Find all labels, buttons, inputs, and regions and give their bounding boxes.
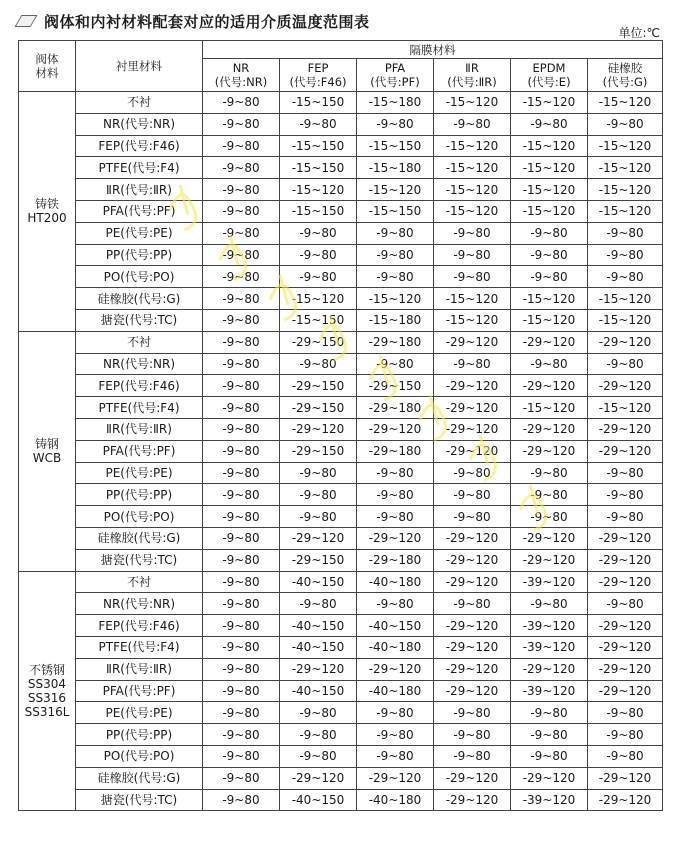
value-cell: -29~120 [280,527,357,549]
value-cell: -29~120 [588,549,663,571]
value-cell: -9~80 [357,506,434,528]
table-row [19,680,663,702]
value-cell: -15~120 [434,200,511,222]
value-cell: -9~80 [434,244,511,266]
value-cell: -15~180 [357,157,434,179]
value-cell: -15~150 [357,200,434,222]
header-body-material: 阀体 材料 [19,41,76,92]
value-cell: -9~80 [203,288,280,310]
value-cell: -9~80 [588,506,663,528]
value-cell: -9~80 [357,244,434,266]
value-cell: -15~120 [280,288,357,310]
value-cell: -15~150 [280,309,357,331]
table-row [19,288,663,310]
table-row [19,462,663,484]
table-row [19,484,663,506]
value-cell: -9~80 [434,506,511,528]
value-cell: -29~120 [434,375,511,397]
value-cell: -9~80 [203,636,280,658]
value-cell: -15~120 [511,200,588,222]
group-body-material: 不锈钢 SS304 SS316 SS316L [19,571,76,811]
value-cell: -9~80 [280,222,357,244]
value-cell: -29~120 [434,615,511,637]
value-cell: -40~180 [357,571,434,593]
value-cell: -29~120 [588,571,663,593]
lining-cell: PO(代号:PO) [76,745,203,767]
value-cell: -29~120 [357,527,434,549]
value-cell: -9~80 [203,484,280,506]
lining-cell: NR(代号:NR) [76,353,203,375]
value-cell: -29~120 [588,658,663,680]
value-cell: -9~80 [588,222,663,244]
value-cell: -9~80 [357,462,434,484]
value-cell: -9~80 [357,353,434,375]
lining-cell: PTFE(代号:F4) [76,397,203,419]
value-cell: -15~150 [280,200,357,222]
value-cell: -9~80 [511,724,588,746]
value-cell: -9~80 [203,135,280,157]
value-cell: -9~80 [588,745,663,767]
value-cell: -29~120 [588,331,663,353]
value-cell: -15~150 [280,92,357,114]
value-cell: -29~120 [511,418,588,440]
value-cell: -15~180 [357,309,434,331]
value-cell: -29~120 [280,767,357,789]
value-cell: -15~120 [511,157,588,179]
value-cell: -29~120 [588,418,663,440]
header-col-3: ⅡR (代号:ⅡR) [434,59,511,92]
value-cell: -39~120 [511,680,588,702]
value-cell: -29~120 [511,527,588,549]
value-cell: -15~120 [588,309,663,331]
value-cell: -9~80 [203,397,280,419]
value-cell: -9~80 [434,462,511,484]
value-cell: -9~80 [511,484,588,506]
value-cell: -15~180 [357,92,434,114]
value-cell: -9~80 [588,484,663,506]
table-row [19,309,663,331]
table-row [19,593,663,615]
table-row [19,266,663,288]
value-cell: -9~80 [511,113,588,135]
value-cell: -9~80 [203,506,280,528]
lining-cell: 硅橡胶(代号:G) [76,767,203,789]
value-cell: -9~80 [280,353,357,375]
value-cell: -29~120 [511,375,588,397]
header-col-5: 硅橡胶 (代号:G) [588,59,663,92]
value-cell: -29~120 [434,397,511,419]
value-cell: -9~80 [357,724,434,746]
value-cell: -9~80 [357,745,434,767]
table-row [19,506,663,528]
value-cell: -9~80 [511,506,588,528]
value-cell: -29~150 [280,440,357,462]
title-row [18,10,370,32]
value-cell: -9~80 [203,418,280,440]
value-cell: -9~80 [357,484,434,506]
lining-cell: 不衬 [76,92,203,114]
value-cell: -9~80 [203,92,280,114]
value-cell: -15~150 [280,135,357,157]
value-cell: -29~120 [588,767,663,789]
value-cell: -15~120 [511,135,588,157]
value-cell: -15~120 [434,92,511,114]
value-cell: -15~120 [588,200,663,222]
value-cell: -9~80 [203,462,280,484]
lining-cell: 不衬 [76,331,203,353]
table-row [19,527,663,549]
value-cell: -29~180 [357,440,434,462]
lining-cell: PFA(代号:PF) [76,680,203,702]
value-cell: -40~150 [357,615,434,637]
value-cell: -15~120 [588,157,663,179]
value-cell: -29~120 [280,658,357,680]
value-cell: -39~120 [511,615,588,637]
value-cell: -39~120 [511,636,588,658]
value-cell: -29~120 [357,418,434,440]
value-cell: -15~120 [511,179,588,201]
table-row [19,135,663,157]
temperature-table [18,40,663,811]
lining-cell: ⅡR(代号:ⅡR) [76,418,203,440]
value-cell: -9~80 [511,244,588,266]
value-cell: -9~80 [588,266,663,288]
value-cell: -29~120 [434,571,511,593]
value-cell: -15~120 [357,179,434,201]
lining-cell: PTFE(代号:F4) [76,636,203,658]
value-cell: -29~150 [280,331,357,353]
value-cell: -9~80 [203,680,280,702]
table-row [19,200,663,222]
value-cell: -9~80 [203,353,280,375]
table-row [19,353,663,375]
value-cell: -15~120 [434,179,511,201]
lining-cell: PE(代号:PE) [76,702,203,724]
lining-cell: PP(代号:PP) [76,244,203,266]
table-row [19,767,663,789]
value-cell: -29~120 [434,331,511,353]
value-cell: -40~180 [357,789,434,811]
value-cell: -39~120 [511,789,588,811]
value-cell: -9~80 [357,113,434,135]
value-cell: -15~120 [434,157,511,179]
parallelogram-icon [15,15,38,27]
value-cell: -29~120 [434,636,511,658]
value-cell: -29~150 [280,375,357,397]
value-cell: -9~80 [280,724,357,746]
table-row [19,658,663,680]
value-cell: -15~120 [511,92,588,114]
table-row [19,440,663,462]
value-cell: -9~80 [203,593,280,615]
lining-cell: PE(代号:PE) [76,222,203,244]
table-row [19,157,663,179]
table-row [19,244,663,266]
value-cell: -9~80 [203,527,280,549]
lining-cell: PFA(代号:PF) [76,440,203,462]
value-cell: -29~120 [588,440,663,462]
lining-cell: 硅橡胶(代号:G) [76,288,203,310]
value-cell: -9~80 [203,375,280,397]
lining-cell: PO(代号:PO) [76,506,203,528]
value-cell: -9~80 [203,266,280,288]
value-cell: -9~80 [434,353,511,375]
value-cell: -29~120 [588,680,663,702]
value-cell: -9~80 [280,244,357,266]
value-cell: -9~80 [203,745,280,767]
table-row [19,571,663,593]
value-cell: -29~120 [434,789,511,811]
header-col-4: EPDM (代号:E) [511,59,588,92]
value-cell: -9~80 [203,549,280,571]
value-cell: -9~80 [357,266,434,288]
value-cell: -9~80 [203,724,280,746]
header-diaphragm: 隔膜材料 [203,41,663,59]
value-cell: -40~150 [280,571,357,593]
value-cell: -9~80 [357,702,434,724]
lining-cell: ⅡR(代号:ⅡR) [76,658,203,680]
value-cell: -15~120 [588,92,663,114]
value-cell: -29~180 [357,331,434,353]
value-cell: -9~80 [203,157,280,179]
table-row [19,113,663,135]
value-cell: -9~80 [280,593,357,615]
lining-cell: PTFE(代号:F4) [76,157,203,179]
value-cell: -9~80 [203,767,280,789]
unit-label: 单位:℃ [618,26,660,40]
value-cell: -29~120 [588,615,663,637]
value-cell: -9~80 [203,789,280,811]
table-row [19,549,663,571]
value-cell: -9~80 [203,615,280,637]
value-cell: -15~120 [280,179,357,201]
value-cell: -9~80 [357,222,434,244]
value-cell: -9~80 [434,222,511,244]
table-row [19,418,663,440]
value-cell: -15~150 [280,157,357,179]
table-row [19,615,663,637]
value-cell: -9~80 [434,266,511,288]
lining-cell: PP(代号:PP) [76,724,203,746]
value-cell: -9~80 [434,593,511,615]
value-cell: -29~120 [511,658,588,680]
lining-cell: ⅡR(代号:ⅡR) [76,179,203,201]
table-row [19,397,663,419]
group-body-material: 铸钢 WCB [19,331,76,571]
value-cell: -29~120 [434,440,511,462]
value-cell: -9~80 [203,113,280,135]
lining-cell: 搪瓷(代号:TC) [76,549,203,571]
value-cell: -9~80 [280,506,357,528]
value-cell: -15~120 [511,309,588,331]
page-title: 阀体和内衬材料配套对应的适用介质温度范围表 [44,12,370,31]
value-cell: -40~150 [280,615,357,637]
value-cell: -9~80 [434,745,511,767]
value-cell: -29~150 [280,549,357,571]
value-cell: -29~180 [357,397,434,419]
table-row [19,222,663,244]
value-cell: -29~120 [588,636,663,658]
value-cell: -9~80 [588,113,663,135]
table-row [19,179,663,201]
value-cell: -29~120 [434,527,511,549]
value-cell: -15~120 [434,135,511,157]
value-cell: -9~80 [511,353,588,375]
value-cell: -9~80 [588,353,663,375]
value-cell: -29~120 [511,549,588,571]
header-col-0: NR (代号:NR) [203,59,280,92]
value-cell: -29~120 [280,418,357,440]
header-col-1: FEP (代号:F46) [280,59,357,92]
value-cell: -15~120 [588,179,663,201]
value-cell: -9~80 [511,593,588,615]
lining-cell: NR(代号:NR) [76,593,203,615]
value-cell: -15~120 [588,135,663,157]
value-cell: -9~80 [203,440,280,462]
value-cell: -29~120 [357,767,434,789]
lining-cell: FEP(代号:F46) [76,615,203,637]
value-cell: -9~80 [434,702,511,724]
value-cell: -15~120 [588,288,663,310]
value-cell: -29~120 [511,331,588,353]
value-cell: -15~120 [511,397,588,419]
header-lining-material: 衬里材料 [76,41,203,92]
value-cell: -9~80 [203,200,280,222]
value-cell: -9~80 [280,745,357,767]
value-cell: -29~120 [434,680,511,702]
lining-cell: PFA(代号:PF) [76,200,203,222]
value-cell: -9~80 [434,484,511,506]
value-cell: -9~80 [511,222,588,244]
value-cell: -29~120 [434,418,511,440]
value-cell: -9~80 [588,593,663,615]
group-body-material: 铸铁 HT200 [19,92,76,332]
value-cell: -9~80 [280,702,357,724]
value-cell: -9~80 [280,266,357,288]
value-cell: -29~120 [511,440,588,462]
value-cell: -9~80 [280,113,357,135]
value-cell: -29~180 [357,549,434,571]
value-cell: -9~80 [511,266,588,288]
table-row [19,789,663,811]
lining-cell: 不衬 [76,571,203,593]
value-cell: -9~80 [203,702,280,724]
value-cell: -15~120 [434,309,511,331]
lining-cell: 搪瓷(代号:TC) [76,789,203,811]
table-row [19,375,663,397]
value-cell: -9~80 [203,244,280,266]
value-cell: -29~120 [511,767,588,789]
value-cell: -9~80 [588,244,663,266]
value-cell: -29~120 [434,658,511,680]
value-cell: -15~120 [434,288,511,310]
lining-cell: PE(代号:PE) [76,462,203,484]
value-cell: -9~80 [588,702,663,724]
value-cell: -9~80 [203,571,280,593]
value-cell: -9~80 [511,702,588,724]
table-row [19,702,663,724]
value-cell: -9~80 [511,462,588,484]
value-cell: -9~80 [203,331,280,353]
value-cell: -29~120 [588,789,663,811]
value-cell: -9~80 [203,179,280,201]
value-cell: -9~80 [588,724,663,746]
value-cell: -9~80 [434,724,511,746]
value-cell: -9~80 [203,309,280,331]
value-cell: -29~120 [434,767,511,789]
value-cell: -29~150 [280,397,357,419]
table-row [19,92,663,114]
lining-cell: 硅橡胶(代号:G) [76,527,203,549]
lining-cell: NR(代号:NR) [76,113,203,135]
value-cell: -15~120 [357,288,434,310]
lining-cell: FEP(代号:F46) [76,135,203,157]
value-cell: -29~120 [357,658,434,680]
value-cell: -15~150 [357,135,434,157]
value-cell: -9~80 [203,222,280,244]
value-cell: -9~80 [280,484,357,506]
value-cell: -9~80 [511,745,588,767]
value-cell: -40~150 [280,636,357,658]
lining-cell: PO(代号:PO) [76,266,203,288]
value-cell: -39~120 [511,571,588,593]
table-row [19,724,663,746]
lining-cell: PP(代号:PP) [76,484,203,506]
value-cell: -9~80 [588,462,663,484]
value-cell: -15~120 [511,288,588,310]
table-row [19,331,663,353]
value-cell: -29~120 [434,549,511,571]
value-cell: -9~80 [280,462,357,484]
table-row [19,745,663,767]
value-cell: -29~120 [588,527,663,549]
value-cell: -40~180 [357,636,434,658]
value-cell: -40~150 [280,680,357,702]
value-cell: -40~180 [357,680,434,702]
header-col-2: PFA (代号:PF) [357,59,434,92]
value-cell: -15~120 [588,397,663,419]
value-cell: -29~150 [357,375,434,397]
value-cell: -9~80 [434,113,511,135]
value-cell: -29~120 [588,375,663,397]
value-cell: -9~80 [203,658,280,680]
lining-cell: 搪瓷(代号:TC) [76,309,203,331]
table-row [19,636,663,658]
lining-cell: FEP(代号:F46) [76,375,203,397]
value-cell: -40~150 [280,789,357,811]
value-cell: -9~80 [357,593,434,615]
